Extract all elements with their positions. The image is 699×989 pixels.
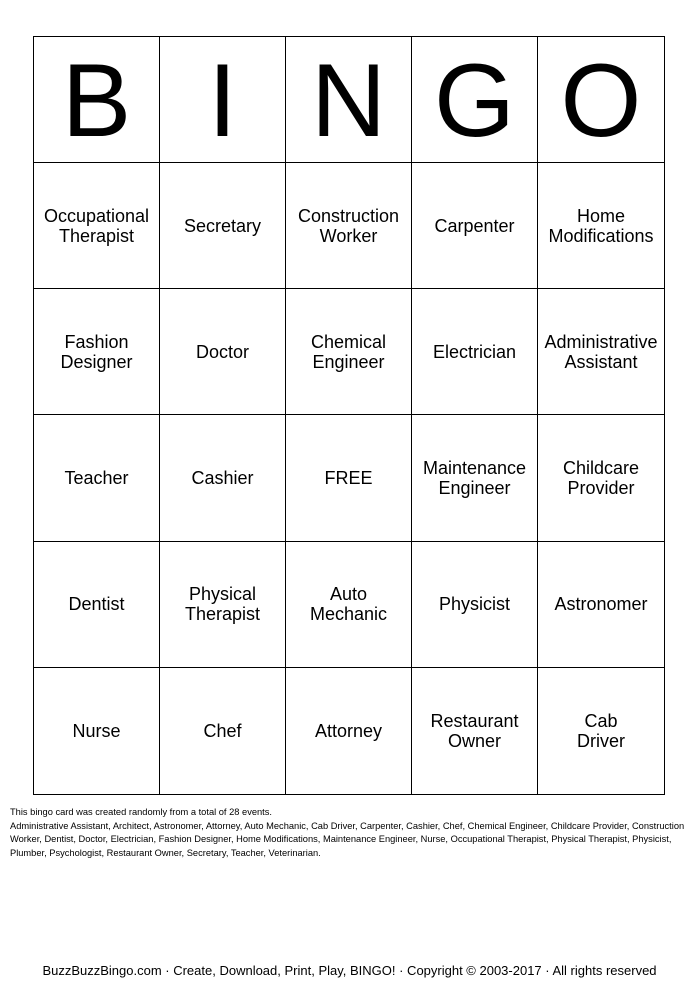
info-event-list: Administrative Assistant, Architect, Astronomer, Attorney, Auto Mechanic, Cab Driver, Carpenter, Cashier, Chef, Chemical Engineer, Childcare Provider, Construction Worker, Dentist, Doctor, Electrician, Fashion Designer, Home Modifications, Maintenance Engineer, Nurse, Occupational Therapist, Physical Therapist, Physicist, Plumber, Psychologist, Restaurant Owner, Secretary, Teacher, Veterinarian. bbox=[10, 820, 685, 858]
cell-label: Physical Therapist bbox=[184, 584, 261, 625]
card-info bbox=[10, 806, 685, 860]
bingo-cell bbox=[160, 415, 286, 541]
bingo-cell bbox=[34, 415, 160, 541]
cell-label: Carpenter bbox=[434, 215, 515, 236]
cell-label: Childcare Provider bbox=[562, 458, 640, 499]
cell-label: Dentist bbox=[68, 594, 125, 615]
cell-label: Doctor bbox=[195, 341, 249, 362]
cell-label: Electrician bbox=[432, 341, 517, 362]
header-cell-n bbox=[286, 37, 412, 163]
bingo-cell bbox=[538, 415, 664, 541]
bingo-cell bbox=[286, 668, 412, 794]
header-cell-g bbox=[412, 37, 538, 163]
bingo-cell bbox=[34, 542, 160, 668]
cell-label: Maintenance Engineer bbox=[422, 458, 527, 499]
cell-label: Physicist bbox=[438, 594, 510, 615]
bingo-cell bbox=[34, 289, 160, 415]
bingo-cell bbox=[412, 668, 538, 794]
cell-label: Nurse bbox=[72, 720, 121, 741]
header-letter: N bbox=[310, 42, 387, 159]
cell-label: Fashion Designer bbox=[60, 331, 133, 372]
cell-label: Chef bbox=[203, 720, 242, 741]
bingo-cell bbox=[412, 542, 538, 668]
bingo-cell bbox=[160, 668, 286, 794]
cell-label: Cab Driver bbox=[577, 710, 625, 751]
bingo-cell bbox=[538, 289, 664, 415]
cell-label: Teacher bbox=[64, 468, 129, 489]
bingo-cell bbox=[34, 668, 160, 794]
bingo-cell bbox=[286, 163, 412, 289]
cell-label: Occupational Therapist bbox=[43, 205, 150, 246]
bingo-cell bbox=[412, 415, 538, 541]
cell-label: Administrative Assistant bbox=[544, 331, 658, 372]
header-letter: B bbox=[61, 42, 132, 159]
header-letter: I bbox=[208, 42, 237, 159]
free-space-cell bbox=[286, 415, 412, 541]
bingo-cell bbox=[412, 163, 538, 289]
header-letter: G bbox=[434, 42, 515, 159]
cell-label: Secretary bbox=[183, 215, 262, 236]
bingo-card bbox=[33, 36, 665, 795]
cell-label: Attorney bbox=[314, 720, 383, 741]
bingo-cell bbox=[412, 289, 538, 415]
header-letter: O bbox=[560, 42, 642, 159]
info-summary: This bingo card was created randomly from a total of 28 events. bbox=[10, 807, 272, 817]
bingo-cell bbox=[538, 668, 664, 794]
header-cell-o bbox=[538, 37, 664, 163]
cell-label: FREE bbox=[324, 468, 373, 489]
bingo-cell bbox=[160, 542, 286, 668]
cell-label: Astronomer bbox=[554, 594, 648, 615]
cell-label: Auto Mechanic bbox=[309, 584, 388, 625]
cell-label: Construction Worker bbox=[297, 205, 400, 246]
bingo-cell bbox=[538, 542, 664, 668]
bingo-cell bbox=[34, 163, 160, 289]
bingo-cell bbox=[160, 289, 286, 415]
bingo-cell bbox=[538, 163, 664, 289]
bingo-cell bbox=[160, 163, 286, 289]
cell-label: Home Modifications bbox=[548, 205, 654, 246]
cell-label: Chemical Engineer bbox=[310, 331, 387, 372]
header-cell-i bbox=[160, 37, 286, 163]
bingo-cell bbox=[286, 289, 412, 415]
footer-copyright: BuzzBuzzBingo.com · Create, Download, Print, Play, BINGO! · Copyright © 2003-2017 · All rights reserved bbox=[42, 963, 657, 978]
cell-label: Restaurant Owner bbox=[430, 710, 519, 751]
cell-label: Cashier bbox=[191, 468, 254, 489]
header-cell-b bbox=[34, 37, 160, 163]
bingo-grid bbox=[34, 37, 664, 794]
bingo-cell bbox=[286, 542, 412, 668]
